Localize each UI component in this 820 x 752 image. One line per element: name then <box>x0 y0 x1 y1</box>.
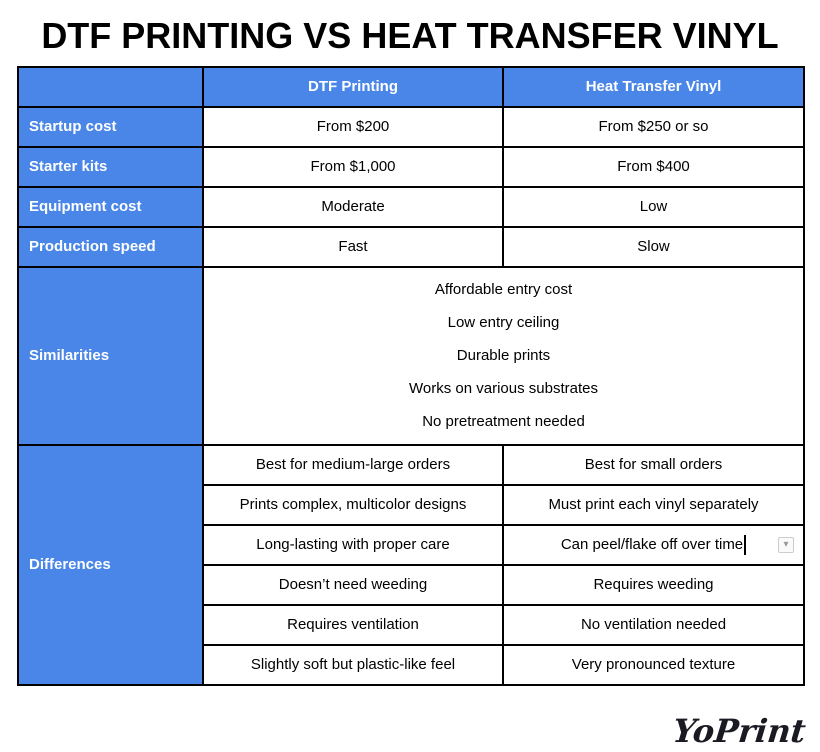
corner-cell <box>18 67 203 107</box>
cell-differences-6-htv: Very pronounced texture <box>503 645 804 685</box>
cell-differences-5-htv: No ventilation needed <box>503 605 804 645</box>
cell-production-speed-dtf: Fast <box>203 227 503 267</box>
cell-differences-1-dtf: Best for medium-large orders <box>203 445 503 485</box>
table-row-differences-1 <box>18 445 804 485</box>
row-label-differences: Differences <box>18 445 203 685</box>
table-row-starter-kits <box>18 147 804 187</box>
cell-differences-1-htv: Best for small orders <box>503 445 804 485</box>
text-caret <box>744 535 746 555</box>
cell-production-speed-htv: Slow <box>503 227 804 267</box>
row-label-production-speed: Production speed <box>18 227 203 267</box>
comparison-table <box>17 66 805 686</box>
cell-startup-cost-dtf: From $200 <box>203 107 503 147</box>
column-header-htv: Heat Transfer Vinyl <box>503 67 804 107</box>
similarity-item: Durable prints <box>456 347 551 365</box>
dropdown-arrow-icon[interactable]: ▾ <box>778 537 794 553</box>
cell-startup-cost-htv: From $250 or so <box>503 107 804 147</box>
cell-differences-4-dtf: Doesn’t need weeding <box>203 565 503 605</box>
column-header-dtf: DTF Printing <box>203 67 503 107</box>
table-header-row <box>18 67 804 107</box>
cell-differences-2-htv: Must print each vinyl separately <box>503 485 804 525</box>
cell-starter-kits-htv: From $400 <box>503 147 804 187</box>
row-label-startup-cost: Startup cost <box>18 107 203 147</box>
similarity-item: Works on various substrates <box>409 380 598 398</box>
cell-equipment-cost-htv: Low <box>503 187 804 227</box>
similarity-item: Affordable entry cost <box>434 281 573 299</box>
cell-equipment-cost-dtf: Moderate <box>203 187 503 227</box>
cell-differences-6-dtf: Slightly soft but plastic-like feel <box>203 645 503 685</box>
row-label-starter-kits: Starter kits <box>18 147 203 187</box>
cell-differences-3-htv[interactable] <box>503 525 804 565</box>
similarity-item: No pretreatment needed <box>422 413 585 431</box>
table-row-production-speed <box>18 227 804 267</box>
cell-differences-4-htv: Requires weeding <box>503 565 804 605</box>
cell-starter-kits-dtf: From $1,000 <box>203 147 503 187</box>
cell-differences-2-dtf: Prints complex, multicolor designs <box>203 485 503 525</box>
page-title: DTF PRINTING VS HEAT TRANSFER VINYL <box>41 15 779 56</box>
cell-differences-5-dtf: Requires ventilation <box>203 605 503 645</box>
similarity-item: Low entry ceiling <box>447 314 560 332</box>
row-label-similarities: Similarities <box>18 267 203 445</box>
yoprint-logo: YoPrint <box>671 712 808 750</box>
similarities-cell <box>203 267 804 445</box>
table-row-similarities <box>18 267 804 445</box>
table-row-startup-cost <box>18 107 804 147</box>
cell-differences-3-dtf: Long-lasting with proper care <box>203 525 503 565</box>
editable-text: Can peel/flake off over time <box>560 535 744 553</box>
table-row-equipment-cost <box>18 187 804 227</box>
row-label-equipment-cost: Equipment cost <box>18 187 203 227</box>
